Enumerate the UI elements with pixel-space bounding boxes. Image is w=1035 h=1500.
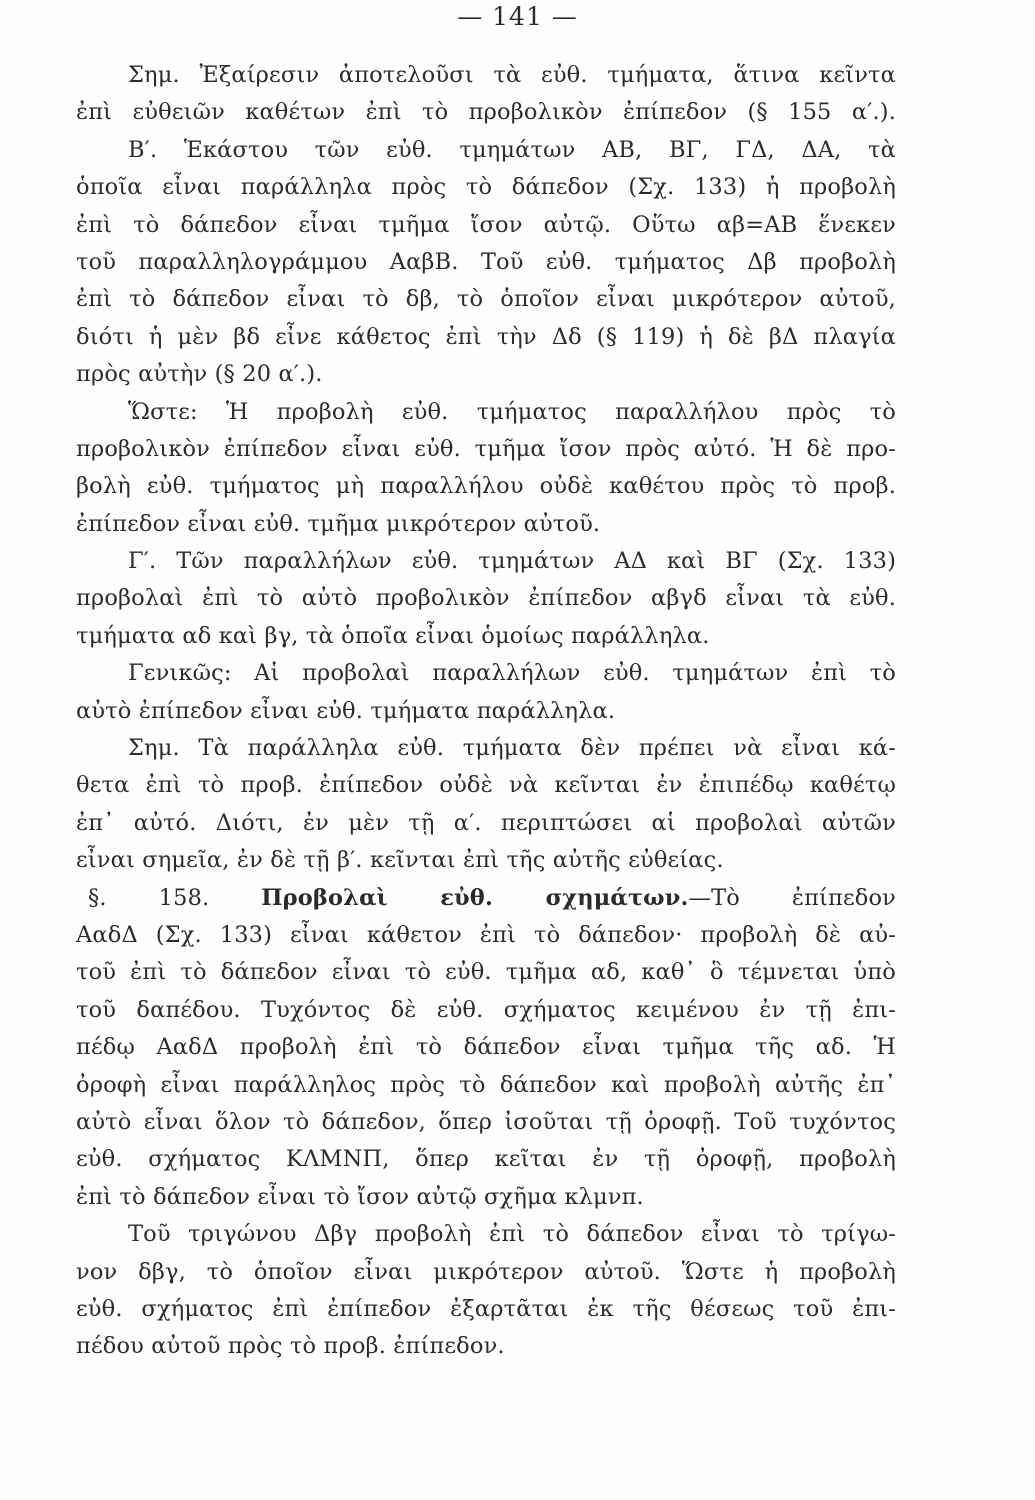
text-line: Γενικῶς: Αἱ προβολαὶ παραλλήλων εὐθ. τμημάτων ἐπὶ τὸ	[128, 660, 896, 687]
text-line: ΑαδΔ (Σχ. 133) εἶναι κάθετον ἐπὶ τὸ δάπεδον· προβολὴ δὲ αὐ-	[76, 921, 896, 948]
text-line: πρὸς αὐτὴν (§ 20 α′.).	[76, 361, 323, 388]
text-line: Τοῦ τριγώνου Δβγ προβολὴ ἐπὶ τὸ δάπεδον εἶναι τὸ τρίγω-	[128, 1221, 896, 1248]
text-line: προβολαὶ ἐπὶ τὸ αὐτὸ προβολικὸν ἐπίπεδον αβγδ εἶναι τὰ εὐθ.	[76, 585, 896, 612]
body-text	[76, 57, 896, 1366]
text-line: τοῦ δαπέδου. Τυχόντος δὲ εὐθ. σχήματος κειμένου ἐν τῇ ἐπι-	[76, 996, 896, 1023]
text-line: θετα ἐπὶ τὸ προβ. ἐπίπεδον οὐδὲ νὰ κεῖνται ἐν ἐπιπέδῳ καθέτῳ	[76, 772, 896, 799]
text-line: προβολικὸν ἐπίπεδον εἶναι εὐθ. τμῆμα ἴσον πρὸς αὐτό. Ἡ δὲ προ-	[76, 435, 896, 462]
text-line: τμήματα αδ καὶ βγ, τὰ ὁποῖα εἶναι ὁμοίως παράλληλα.	[76, 622, 710, 649]
text-line: αὐτὸ ἐπίπεδον εἶναι εὐθ. τμήματα παράλληλα.	[76, 697, 616, 724]
section-number: §. 158.	[88, 884, 262, 911]
text-line: διότι ἡ μὲν βδ εἶνε κάθετος ἐπὶ τὴν Δδ (§ 119) ἡ δὲ βΔ πλαγία	[76, 323, 896, 350]
text-line: εὐθ. σχήματος ἐπὶ ἐπίπεδον ἐξαρτᾶται ἐκ τῆς θέσεως τοῦ ἐπι-	[76, 1295, 896, 1322]
text-line: ὀροφὴ εἶναι παράλληλος πρὸς τὸ δάπεδον καὶ προβολὴ αὐτῆς ἐπ᾽	[76, 1071, 896, 1098]
text-line: ἐπ᾽ αὐτό. Διότι, ἐν μὲν τῇ α′. περιπτώσει αἱ προβολαὶ αὐτῶν	[76, 809, 896, 836]
text-line: ὁποῖα εἶναι παράλληλα πρὸς τὸ δάπεδον (Σχ. 133) ἡ προβολὴ	[76, 174, 896, 201]
text-line: τοῦ ἐπὶ τὸ δάπεδον εἶναι τὸ εὐθ. τμῆμα αδ, καθ᾽ ὃ τέμνεται ὑπὸ	[76, 959, 896, 986]
text-line: εἶναι σημεῖα, ἐν δὲ τῇ β′. κεῖνται ἐπὶ τῆς αὐτῆς εὐθείας.	[76, 847, 724, 874]
text-line: αὐτὸ εἶναι ὅλον τὸ δάπεδον, ὅπερ ἰσοῦται τῇ ὀροφῇ. Τοῦ τυχόντος	[76, 1108, 896, 1135]
section-lead-text: —Τὸ ἐπίπεδον	[688, 884, 896, 911]
text-line	[76, 880, 896, 917]
text-line: ἐπὶ τὸ δάπεδον εἶναι τὸ δβ, τὸ ὁποῖον εἶναι μικρότερον αὐτοῦ,	[76, 286, 896, 313]
text-line: εὐθ. σχήματος ΚΛΜΝΠ, ὅπερ κεῖται ἐν τῇ ὀροφῇ, προβολὴ	[76, 1146, 896, 1173]
text-line: ἐπὶ εὐθειῶν καθέτων ἐπὶ τὸ προβολικὸν ἐπίπεδον (§ 155 α′.).	[76, 99, 896, 126]
text-line: πέδῳ ΑαδΔ προβολὴ ἐπὶ τὸ δάπεδον εἶναι τμῆμα τῆς αδ. Ἡ	[76, 1034, 896, 1061]
text-line: Σημ. Τὰ παράλληλα εὐθ. τμήματα δὲν πρέπει νὰ εἶναι κά-	[128, 735, 896, 762]
text-line: Β′. Ἑκάστου τῶν εὐθ. τμημάτων ΑΒ, ΒΓ, ΓΔ, ΔΑ, τὰ	[128, 136, 896, 163]
text-line: Ὥστε: Ἡ προβολὴ εὐθ. τμήματος παραλλήλου πρὸς τὸ	[128, 398, 896, 425]
text-line: ἐπὶ τὸ δάπεδον εἶναι τὸ ἴσον αὐτῷ σχῆμα κλμνπ.	[76, 1183, 644, 1210]
text-line: τοῦ παραλληλογράμμου ΑαβΒ. Τοῦ εὐθ. τμήματος Δβ προβολὴ	[76, 248, 896, 275]
text-line: Σημ. Ἐξαίρεσιν ἀποτελοῦσι τὰ εὐθ. τμήματα, ἅτινα κεῖντα	[128, 62, 896, 88]
text-line: νον δβγ, τὸ ὁποῖον εἶναι μικρότερον αὐτοῦ. Ὥστε ἡ προβολὴ	[76, 1258, 896, 1285]
text-line: ἐπὶ τὸ δάπεδον εἶναι τμῆμα ἴσον αὐτῷ. Οὕτω αβ=ΑΒ ἕνεκεν	[76, 211, 896, 238]
section-heading: Προβολαὶ εὐθ. σχημάτων.	[261, 884, 689, 911]
text-line: πέδου αὐτοῦ πρὸς τὸ προβ. ἐπίπεδον.	[76, 1333, 505, 1360]
text-line: βολὴ εὐθ. τμήματος μὴ παραλλήλου οὐδὲ καθέτου πρὸς τὸ προβ.	[76, 473, 896, 500]
page-number: — 141 —	[457, 2, 578, 31]
text-line: Γ′. Τῶν παραλλήλων εὐθ. τμημάτων ΑΔ καὶ ΒΓ (Σχ. 133)	[128, 548, 896, 575]
text-line: ἐπίπεδον εἶναι εὐθ. τμῆμα μικρότερον αὐτοῦ.	[76, 510, 601, 537]
